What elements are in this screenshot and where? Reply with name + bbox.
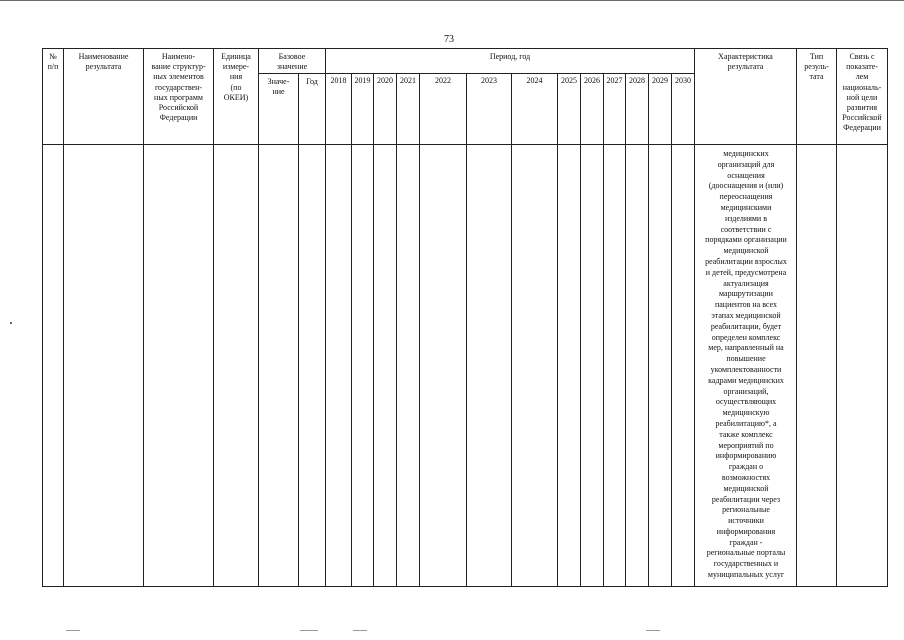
- characteristic-line: реабилитации взрослых: [705, 256, 787, 266]
- header-result-name: Наименование результата: [78, 52, 129, 72]
- characteristic-line: медицинской: [723, 483, 769, 493]
- header-link-indicator: Связь с показате- лем националь- ной цели развития Российской Федерации: [842, 52, 882, 133]
- subcol-rule: [603, 73, 604, 587]
- page-number: 73: [444, 34, 454, 45]
- col-rule: [796, 48, 797, 587]
- header-unit: Единица измере- ния (по ОКЕИ): [221, 52, 251, 102]
- col-rule: [213, 48, 214, 587]
- year-2021: 2021: [400, 76, 416, 85]
- year-2020: 2020: [377, 76, 393, 85]
- year-2022: 2022: [435, 76, 451, 85]
- characteristic-line: пациентов на всех: [714, 300, 778, 310]
- header-base-year: Год: [306, 77, 318, 86]
- characteristic-line: медицинской: [723, 246, 769, 256]
- subcol-rule: [396, 73, 397, 587]
- characteristic-line: медицинскую: [722, 408, 770, 418]
- subcol-rule: [648, 73, 649, 587]
- characteristic-line: соответствии с: [720, 224, 772, 234]
- characteristic-line: повышение: [726, 354, 766, 364]
- header-base-value-sub: Значе- ние: [267, 77, 290, 97]
- col-rule: [42, 48, 43, 587]
- year-2019: 2019: [354, 76, 371, 85]
- characteristic-line: реабилитацию*, а: [715, 418, 777, 428]
- year-2026: 2026: [584, 76, 600, 85]
- col-rule: [694, 48, 695, 587]
- characteristic-line: граждан -: [729, 537, 763, 547]
- subcol-rule: [580, 73, 581, 587]
- characteristic-line: медицинских: [723, 149, 769, 158]
- characteristic-line: источники: [728, 516, 764, 526]
- header-result-type: Тип резуль- тата: [804, 52, 829, 82]
- characteristic-line: региональные порталы: [706, 548, 786, 558]
- year-2027: 2027: [606, 76, 623, 85]
- col-rule: [143, 48, 144, 587]
- characteristic-line: определен комплекс: [711, 332, 781, 342]
- header-bottom-rule: [42, 144, 887, 145]
- subcol-rule: [557, 73, 558, 587]
- characteristic-line: и детей, предусмотрена: [705, 267, 787, 277]
- year-2025: 2025: [561, 76, 577, 85]
- characteristic-line: кадрами медицинских: [708, 375, 784, 385]
- characteristic-line: (дооснащения и (или): [708, 181, 784, 191]
- characteristic-line: региональные: [722, 505, 770, 515]
- subcol-rule: [298, 73, 299, 587]
- characteristic-line: изделиями в: [725, 213, 767, 223]
- characteristic-line: организаций для: [717, 159, 775, 169]
- characteristic-line: реабилитации, будет: [710, 321, 782, 331]
- year-2024: 2024: [526, 76, 543, 85]
- year-2023: 2023: [481, 76, 497, 85]
- year-2030: 2030: [675, 76, 691, 85]
- characteristic-line: мер, направленный на: [708, 343, 784, 353]
- characteristic-line: укомплектованности: [710, 364, 782, 374]
- table-bottom-border: [42, 586, 887, 587]
- characteristic-line: актуализация: [723, 278, 769, 288]
- subcol-rule: [419, 73, 420, 587]
- header-structural-elements: Наимено- вание структур- ных элементов государствен- ных программ Российской Федерации: [151, 52, 206, 123]
- characteristic-line: медицинскими: [720, 202, 772, 212]
- year-2018: 2018: [330, 76, 347, 85]
- characteristic-line: граждан о: [728, 462, 764, 472]
- col-rule: [325, 48, 326, 587]
- header-base-value: Базовое значение: [276, 52, 308, 72]
- col-rule: [887, 48, 888, 587]
- subcol-rule: [351, 73, 352, 587]
- col-rule: [63, 48, 64, 587]
- subcol-rule: [466, 73, 467, 587]
- characteristic-line: порядками организации: [705, 235, 787, 245]
- subcol-rule: [671, 73, 672, 587]
- base-value-subheader-rule: [258, 73, 325, 74]
- period-subheader-rule: [325, 73, 694, 74]
- characteristic-line: муниципальных услуг: [707, 570, 785, 580]
- scan-artifact-mark: [353, 630, 367, 631]
- scan-artifact-mark: [66, 630, 80, 631]
- subcol-rule: [373, 73, 374, 587]
- characteristic-line: организаций,: [723, 386, 769, 396]
- characteristic-line: реабилитации через: [711, 494, 781, 504]
- scan-artifact-mark: [300, 630, 318, 631]
- header-characteristic: Характеристика результата: [718, 52, 773, 72]
- scan-artifact-mark: [646, 630, 660, 631]
- characteristic-line: мероприятий по: [718, 440, 774, 450]
- subcol-rule: [511, 73, 512, 587]
- characteristic-line: информированию: [715, 451, 777, 461]
- year-2028: 2028: [629, 76, 645, 85]
- result-characteristic-text: [696, 149, 796, 581]
- year-2029: 2029: [652, 76, 668, 85]
- characteristic-line: оснащения: [727, 170, 765, 180]
- characteristic-line: возможностях: [721, 472, 771, 482]
- characteristic-line: государственных и: [713, 559, 779, 569]
- characteristic-line: также комплекс: [719, 429, 773, 439]
- table-top-border: [42, 48, 887, 49]
- characteristic-line: этапах медицинской: [711, 310, 781, 320]
- characteristic-line: осуществляющих: [715, 397, 777, 407]
- characteristic-line: переоснащения: [719, 192, 773, 202]
- col-rule: [258, 48, 259, 587]
- subcol-rule: [625, 73, 626, 587]
- characteristic-line: информирования: [716, 526, 776, 536]
- header-period: Период, год: [489, 52, 531, 61]
- header-num: № п/п: [47, 52, 59, 72]
- characteristic-line: маршрутизации: [719, 289, 773, 299]
